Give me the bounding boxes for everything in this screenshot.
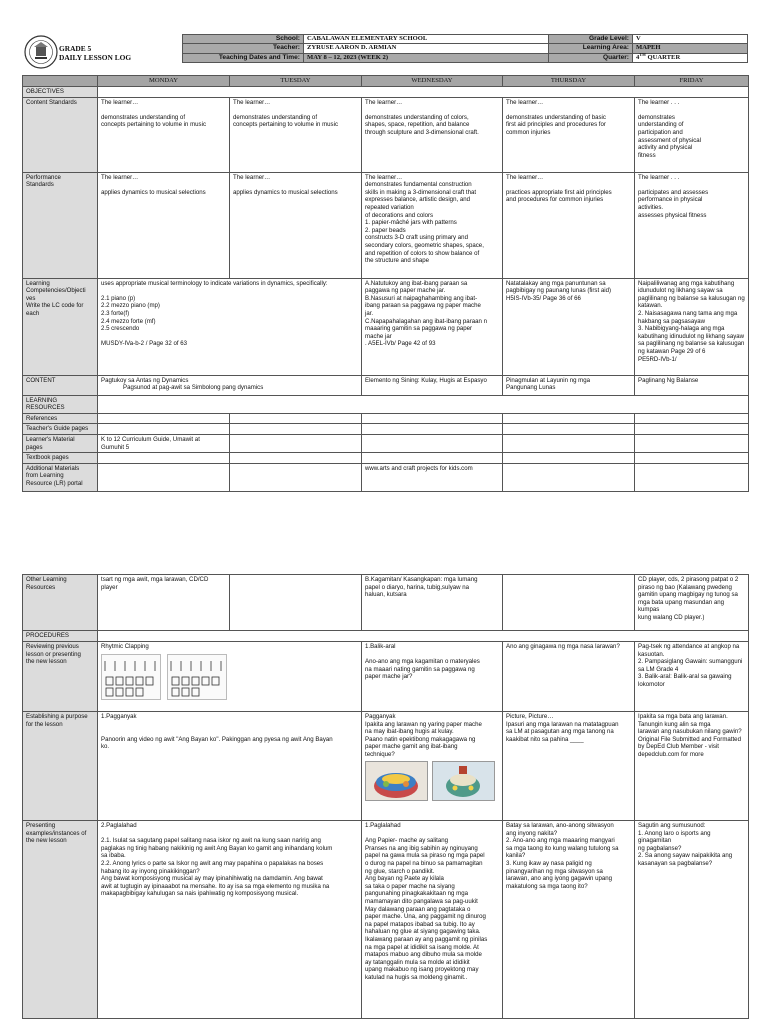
reviewing-wednesday: 1.Balik-aral Ano-ano ang mga kagamitan o materyales na maaari nating gamitin sa paggawa ng paper mache jar? <box>362 642 503 712</box>
reviewing-monday-tuesday <box>98 642 362 712</box>
establishing-thursday: Picture, Picture… Ipasuri ang mga larawan na matatagpuan sa LM at pasagutan ang mga tanong na kaakibat nito sa pahina ____ <box>503 712 635 821</box>
competencies-wednesday: A.Natutukoy ang ibat-ibang paraan sa paggawa ng paper mache jar. B.Nasusuri at naipaghahambing ang ibat- ibang paraan sa paggawa ng paper mache jar. C.Napapahalagahan ang ibat-ibang paraan n maaaring gamitin sa paggawa ng paper mache jar . A5EL-IVb/ Page 42 of 93 <box>362 278 503 375</box>
content-standards-tuesday: The learner… demonstrates understanding of concepts pertaining to volume in music <box>230 97 362 172</box>
header-table <box>182 34 748 63</box>
teachers-guide-label: Teacher's Guide pages <box>23 424 98 435</box>
content-standards-label: Content Standards <box>23 97 98 172</box>
establishing-wednesday <box>362 712 503 821</box>
deped-logo <box>24 35 58 69</box>
competencies-dynamics-list: 2.1 piano (p) 2.2 mezzo piano (mp) 2.3 forte(f) 2.4 mezzo forte (mf) 2.5 crescendo MUSDY-IVa-b-2 / Page 32 of 63 <box>101 294 188 348</box>
establishing-wednesday-text: Pagganyak Ipakita ang larawan ng yaring paper mache na may ibat-ibang hugis at kulay. Paano natin epektibong makagagawa ng paper mache gamit ang ibat-ibang technique? <box>365 713 482 758</box>
presenting-thursday: Batay sa larawan, ano-anong sitwasyon ang inyong nakita? 2. Ano-ano ang mga maaaring mangyari sa mga taong ito kung walang tutulong sa kanila? 3. Kung ikaw ay nasa paligid ng pinangyarihan ng mga sitwasyon sa larawan, ano ang iyong gagawin upang makatulong sa mga taong ito? <box>503 821 635 1019</box>
day-header-thursday: THURSDAY <box>503 76 635 87</box>
dates-label: Teaching Dates and Time: <box>183 53 304 62</box>
establishing-label: Establishing a purpose for the lesson <box>23 712 98 821</box>
teacher-value: ZYRUSE AARON D. ARMIAN <box>304 44 549 53</box>
dll-table-page1 <box>22 75 749 492</box>
paper-mache-photo-2 <box>432 761 495 801</box>
competencies-thursday: Natatalakay ang mga panuntunan sa pagbibigay ng paunang lunas (first aid) H5IS-IVb-35/ Page 36 of 66 <box>503 278 635 375</box>
establishing-monday-tuesday: 1.Pagganyak Panoorin ang video ng awit "Ang Bayan ko". Pakinggan ang pyesa ng awit Ang Bayan ko. <box>98 712 362 821</box>
learning-resources-heading: LEARNING RESOURCES <box>23 395 98 413</box>
presenting-label: Presenting examples/instances of the new lesson <box>23 821 98 1019</box>
performance-standards-tuesday: The learner… applies dynamics to musical selections <box>230 172 362 278</box>
performance-standards-monday: The learner… applies dynamics to musical selections <box>98 172 230 278</box>
performance-standards-label: Performance Standards <box>23 172 98 278</box>
content-line-2: Pagsunod at pag-awit sa Simbolong pang dynamics <box>123 384 264 392</box>
school-label: School: <box>183 35 304 44</box>
dll-table-page2 <box>22 574 749 1019</box>
content-standards-friday: The learner . . . demonstrates understanding of participation and assessment of physical activity and physical fitness <box>635 97 749 172</box>
teacher-label: Teacher: <box>183 44 304 53</box>
quarter-label: Quarter: <box>549 53 633 62</box>
learners-material-monday: K to 12 Curriculum Guide, Umawit at Gumuhit 5 <box>98 434 230 452</box>
references-label: References <box>23 413 98 424</box>
content-monday-tuesday <box>98 375 362 395</box>
grade-label: GRADE 5 <box>59 44 92 53</box>
rhythm-notation-image-2 <box>167 654 227 700</box>
textbook-label: Textbook pages <box>23 453 98 464</box>
day-header-monday: MONDAY <box>98 76 230 87</box>
competencies-label: Learning Competencies/Objecti ves Write the LC code for each <box>23 278 98 375</box>
day-header-friday: FRIDAY <box>635 76 749 87</box>
performance-standards-friday: The learner . . . participates and assesses performance in physical activities. assesses physical fitness <box>635 172 749 278</box>
learners-material-label: Learner's Material pages <box>23 434 98 452</box>
other-resources-monday: tsart ng mga awit, mga larawan, CD/CD player <box>98 575 230 631</box>
rhythm-notation-image-1 <box>101 654 161 700</box>
reviewing-label: Reviewing previous lesson or presenting the new lesson <box>23 642 98 712</box>
competencies-intro: uses appropriate musical terminology to indicate variations in dynamics, specifically: <box>101 279 328 287</box>
content-standards-monday: The learner… demonstrates understanding of concepts pertaining to volume in music <box>98 97 230 172</box>
additional-materials-wednesday: www.arts and craft projects for kids.com <box>362 463 503 491</box>
content-thursday: Pinagmulan at Layunin ng mga Pangunang Lunas <box>503 375 635 395</box>
performance-standards-wednesday: The learner… demonstrates fundamental construction skills in making a 3-dimensional craft that expresses balance, artistic design, and repeated variation of decorations and colors 1. papier-mâché jars with patterns 2. paper beads constructs 3-D craft using primary and secondary colors, geometric shapes, space, and repetition of colors to show balance of the structure and shape <box>362 172 503 278</box>
grade-level-value: V <box>633 35 748 44</box>
competencies-friday: Naipaliliwanag ang mga kabutihang idunudulot ng likhang sayaw sa paglilinang ng balanse sa kalusugan ng katawan. 2. Naisasagawa nang tama ang mga hakbang sa pagsasayaw 3. Nabibigyang-halaga ang mga kabutihang idinudulot ng likhang sayaw sa paglilinang ng balanse sa kalusugan ng katawan Page 29 of 6 PE5RD-IVb-1/ <box>635 278 749 375</box>
additional-materials-label: Additional Materials from Learning Resource (LR) portal <box>23 463 98 491</box>
day-header-tuesday: TUESDAY <box>230 76 362 87</box>
procedures-heading: PROCEDURES <box>23 631 98 642</box>
presenting-friday: Sagutin ang sumusunod: 1. Anong laro o isports ang ginagamitan ng pagbalanse? 2. Sa anong sayaw naipakikita ang kasanayan sa pagbalanse? <box>635 821 749 1019</box>
competencies-monday-tuesday <box>98 278 362 375</box>
content-standards-thursday: The learner… demonstrates understanding of basic first aid principles and procedures for common injuries <box>503 97 635 172</box>
other-resources-wednesday: B.Kagamitan/ Kasangkapan: mga lumang papel o diaryo, harina, tubig,sulyaw na haluan, kutsara <box>362 575 503 631</box>
content-standards-wednesday: The learner… demonstrates understanding of colors, shapes, space, repetition, and balance through sculpture and 3-dimensional craft. <box>362 97 503 172</box>
day-header-wednesday: WEDNESDAY <box>362 76 503 87</box>
content-wednesday: Elemento ng Sining: Kulay, Hugis at Espasyo <box>362 375 503 395</box>
reviewing-thursday: Ano ang ginagawa ng mga nasa larawan? <box>503 642 635 712</box>
quarter-value: 4TH QUARTER <box>633 53 748 62</box>
paper-mache-photo-1 <box>365 761 428 801</box>
other-resources-friday: CD player, cds, 2 pirasong patpat o 2 piraso ng bao (Kalawang pwedeng gamitin upang magbigay ng tunog sa mga bata upang masundan ang kumpas kung walang CD player.) <box>635 575 749 631</box>
other-resources-label: Other Learning Resources <box>23 575 98 631</box>
objectives-heading: OBJECTIVES <box>23 87 98 98</box>
establishing-friday: Ipakita sa mga bata ang larawan. Tanungin kung alin sa mga larawan ang nasubukan nilang gawin? Original File Submitted and Formatted by DepEd Club Member - visit depedclub.com for more <box>635 712 749 821</box>
grade-level-label: Grade Level: <box>549 35 633 44</box>
school-value: CABALAWAN ELEMENTARY SCHOOL <box>304 35 549 44</box>
content-friday: Paglinang Ng Balanse <box>635 375 749 395</box>
reviewing-friday: Pag-tsek ng attendance at angkop na kasuotan. 2. Pampasiglang Gawain: sumangguni sa LM Grade 4 3. Balik-aral: Balik-aral sa gawaing lokomotor <box>635 642 749 712</box>
learning-area-label: Learning Area: <box>549 44 633 53</box>
content-line-1: Pagtukoy sa Antas ng Dynamics <box>101 376 189 384</box>
corner-cell <box>23 76 98 87</box>
presenting-wednesday: 1.Paglalahad Ang Papier- mache ay salitang Pranses na ang ibig sabihin ay nginuyang papel na gawa mula sa piraso ng mga papel o durog na papel na binuo sa pamamagitan ng glue, starch o pandikit. Ang bayan ng Paete ay kilala sa taka o paper mache na siyang pangunahing pinagkakakitaan ng mga mamamayan dito pangalawa sa pag-uukit May dalawang paraan ang pagtataka o paper mache. Una, ang paggamit ng dinurog na papel matapos ibabad sa tubig. Ito ay hahaluan ng glue at siyang gagawing taka. Ikalawang paraan ay ang paggamit ng pinilas na mga papel at ididikit sa isang molde. At matapos mabuo ang dibuho mula sa molde ay tatanggalin mula sa molde at ididikit upang makabuo ng isang proyektong may katulad na hugis sa moldeng ginamit.. <box>362 821 503 1019</box>
log-title: DAILY LESSON LOG <box>59 53 132 62</box>
content-label: CONTENT <box>23 375 98 395</box>
performance-standards-thursday: The learner… practices appropriate first aid principles and procedures for common injuries <box>503 172 635 278</box>
presenting-monday-tuesday: 2.Paglalahad 2.1. Isulat sa sagutang papel salitang nasa iskor ng awit na kung saan naririg ang paglakas ng tinig habang nakikinig ng awit Ang Bayan ko gamit ang inihandang kolum sa ibaba. 2.2. Anong lyrics o parte sa Iskor ng awit ang may papahina o papalakas na boses habang ito ay inyong pinakikinggan? Ang bawat komposisyong musical ay may ipinahihiwatig na damdamin. Ang bawat awit at tugtugin ay ipinaaabot na mensahe. Ito ay isa sa mga elemento ng musika na makapagbibigay kahulugan sa nais ipahiwatig ng komposisyong musical. <box>98 821 362 1019</box>
rhythmic-clapping-title: Rhytmic Clapping <box>101 643 149 650</box>
learning-area-value: MAPEH <box>633 44 748 53</box>
dates-value: MAY 8 – 12, 2023 (WEEK 2) <box>304 53 549 62</box>
